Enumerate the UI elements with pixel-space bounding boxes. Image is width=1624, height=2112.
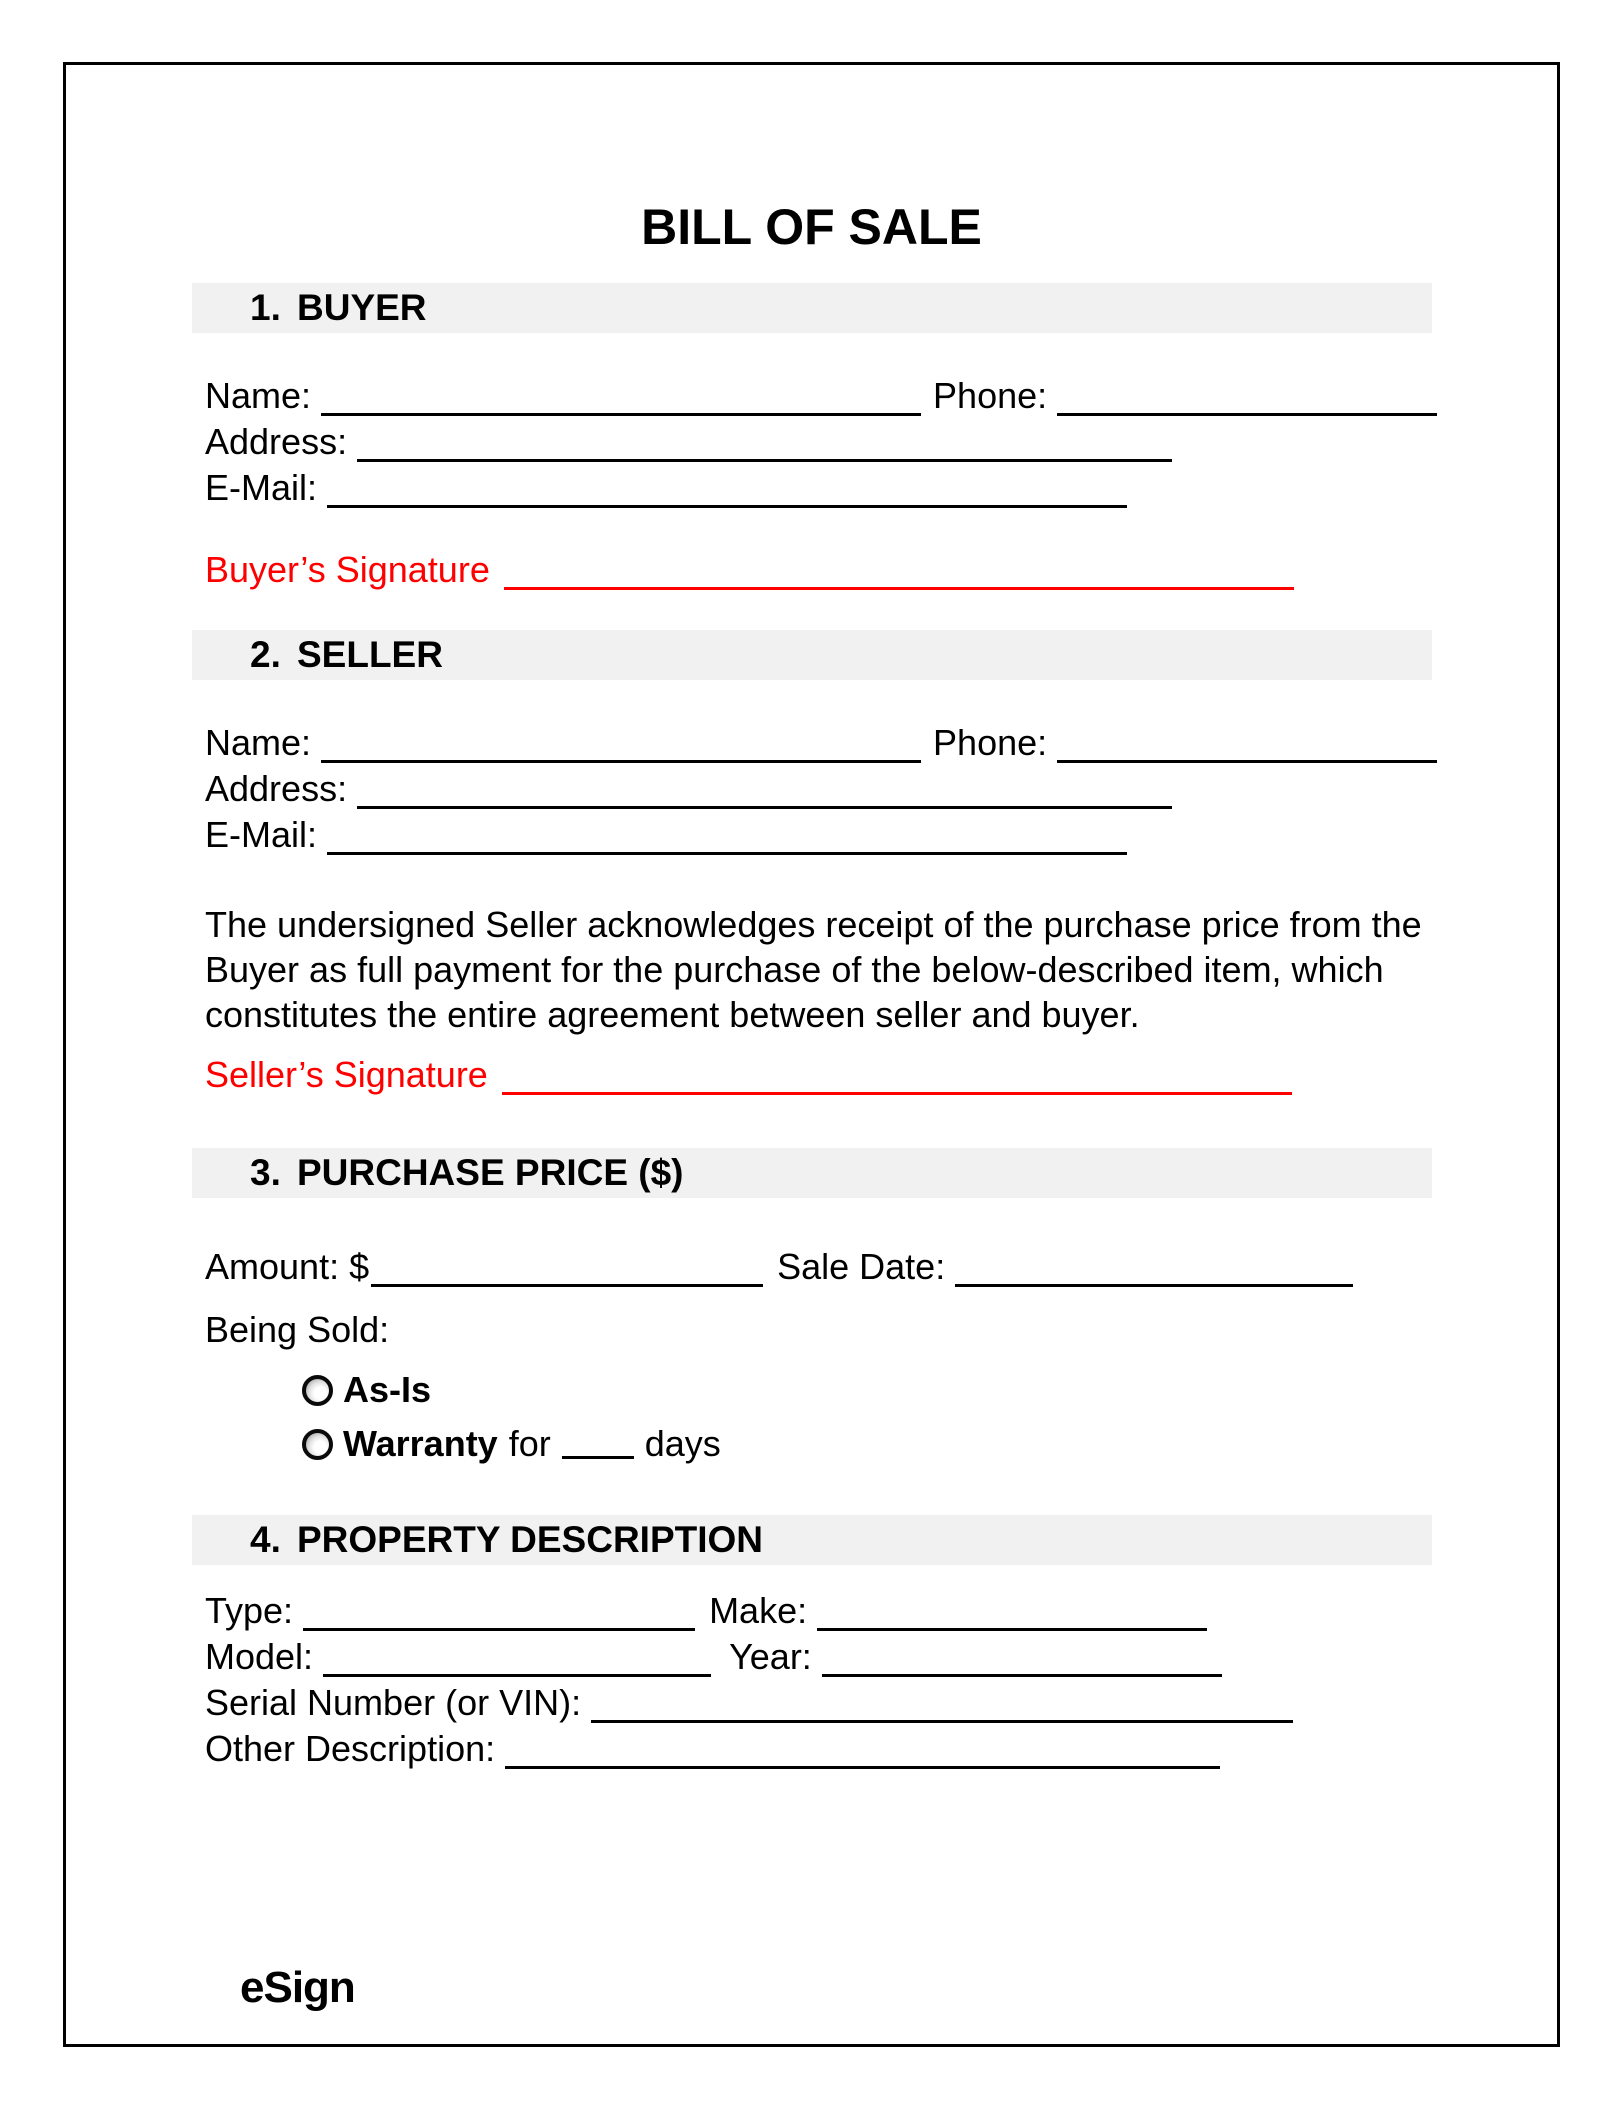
buyer-address-label: Address: — [205, 421, 348, 462]
model-label: Model: — [205, 1636, 314, 1677]
option-warranty[interactable] — [302, 1418, 1557, 1470]
buyer-address-input-line[interactable] — [357, 425, 1172, 462]
seller-address-row — [205, 765, 1437, 811]
warranty-option-label: Warranty — [343, 1423, 498, 1464]
sale-date-input-line[interactable] — [955, 1250, 1353, 1287]
buyer-name-input-line[interactable] — [321, 379, 921, 416]
option-as-is[interactable] — [302, 1364, 1557, 1416]
type-input-line[interactable] — [303, 1594, 695, 1631]
section-number: 1. — [250, 287, 281, 328]
seller-address-label: Address: — [205, 768, 348, 809]
seller-signature-label: Seller’s Signature — [205, 1054, 488, 1095]
warranty-days-label: days — [644, 1423, 721, 1464]
being-sold-label: Being Sold: — [205, 1309, 390, 1350]
seller-email-input-line[interactable] — [327, 818, 1127, 855]
section-label: PURCHASE PRICE ($) — [297, 1152, 684, 1193]
amount-input-line[interactable] — [371, 1250, 763, 1287]
warranty-radio-icon[interactable] — [302, 1429, 333, 1460]
section-number: 3. — [250, 1152, 281, 1193]
seller-name-label: Name: — [205, 722, 312, 763]
type-label: Type: — [205, 1590, 294, 1631]
seller-phone-label: Phone: — [933, 722, 1048, 763]
buyer-signature-label: Buyer’s Signature — [205, 549, 490, 590]
buyer-phone-label: Phone: — [933, 375, 1048, 416]
model-year-row — [205, 1633, 1437, 1679]
buyer-email-row — [205, 464, 1437, 510]
seller-signature-input-line[interactable] — [502, 1058, 1292, 1095]
seller-signature-row — [205, 1051, 1437, 1097]
year-label: Year: — [729, 1636, 812, 1677]
seller-acknowledgement-paragraph: The undersigned Seller acknowledges receipt of the purchase price from the Buyer as full payment for the purchase of the below-described item, which constitutes the entire agreement between seller and buyer. — [205, 904, 1422, 1035]
make-input-line[interactable] — [817, 1594, 1207, 1631]
buyer-name-label: Name: — [205, 375, 312, 416]
as-is-option-label: As-Is — [343, 1369, 432, 1410]
sale-date-label: Sale Date: — [777, 1246, 946, 1287]
year-input-line[interactable] — [822, 1640, 1222, 1677]
seller-email-row — [205, 811, 1437, 857]
section-header-property-description — [192, 1515, 1432, 1565]
buyer-name-row — [205, 372, 1437, 418]
esign-logo: eSign — [240, 1963, 355, 2012]
warranty-days-input-line[interactable] — [562, 1420, 634, 1459]
model-input-line[interactable] — [323, 1640, 711, 1677]
seller-phone-input-line[interactable] — [1057, 726, 1437, 763]
buyer-phone-input-line[interactable] — [1057, 379, 1437, 416]
section-header-buyer — [192, 283, 1432, 333]
make-label: Make: — [709, 1590, 808, 1631]
warranty-for-label: for — [508, 1423, 551, 1464]
buyer-address-row — [205, 418, 1437, 464]
form-title: BILL OF SALE — [641, 199, 982, 255]
other-description-row — [205, 1725, 1437, 1771]
section-label: BUYER — [297, 287, 427, 328]
buyer-signature-input-line[interactable] — [504, 553, 1294, 590]
section-label: PROPERTY DESCRIPTION — [297, 1519, 764, 1560]
being-sold-label-row — [205, 1306, 1437, 1352]
seller-name-input-line[interactable] — [321, 726, 921, 763]
seller-address-input-line[interactable] — [357, 772, 1172, 809]
serial-row — [205, 1679, 1437, 1725]
serial-label: Serial Number (or VIN): — [205, 1682, 582, 1723]
section-number: 4. — [250, 1519, 281, 1560]
seller-email-label: E-Mail: — [205, 814, 318, 855]
section-label: SELLER — [297, 634, 443, 675]
amount-row — [205, 1243, 1437, 1289]
other-description-input-line[interactable] — [505, 1732, 1220, 1769]
page-frame — [63, 62, 1560, 2047]
amount-label: Amount: $ — [205, 1246, 370, 1287]
type-make-row — [205, 1587, 1437, 1633]
serial-input-line[interactable] — [591, 1686, 1293, 1723]
section-number: 2. — [250, 634, 281, 675]
as-is-radio-icon[interactable] — [302, 1375, 333, 1406]
other-description-label: Other Description: — [205, 1728, 496, 1769]
section-header-seller — [192, 630, 1432, 680]
seller-name-row — [205, 719, 1437, 765]
section-header-purchase-price — [192, 1148, 1432, 1198]
buyer-email-label: E-Mail: — [205, 467, 318, 508]
buyer-email-input-line[interactable] — [327, 471, 1127, 508]
buyer-signature-row — [205, 546, 1437, 592]
